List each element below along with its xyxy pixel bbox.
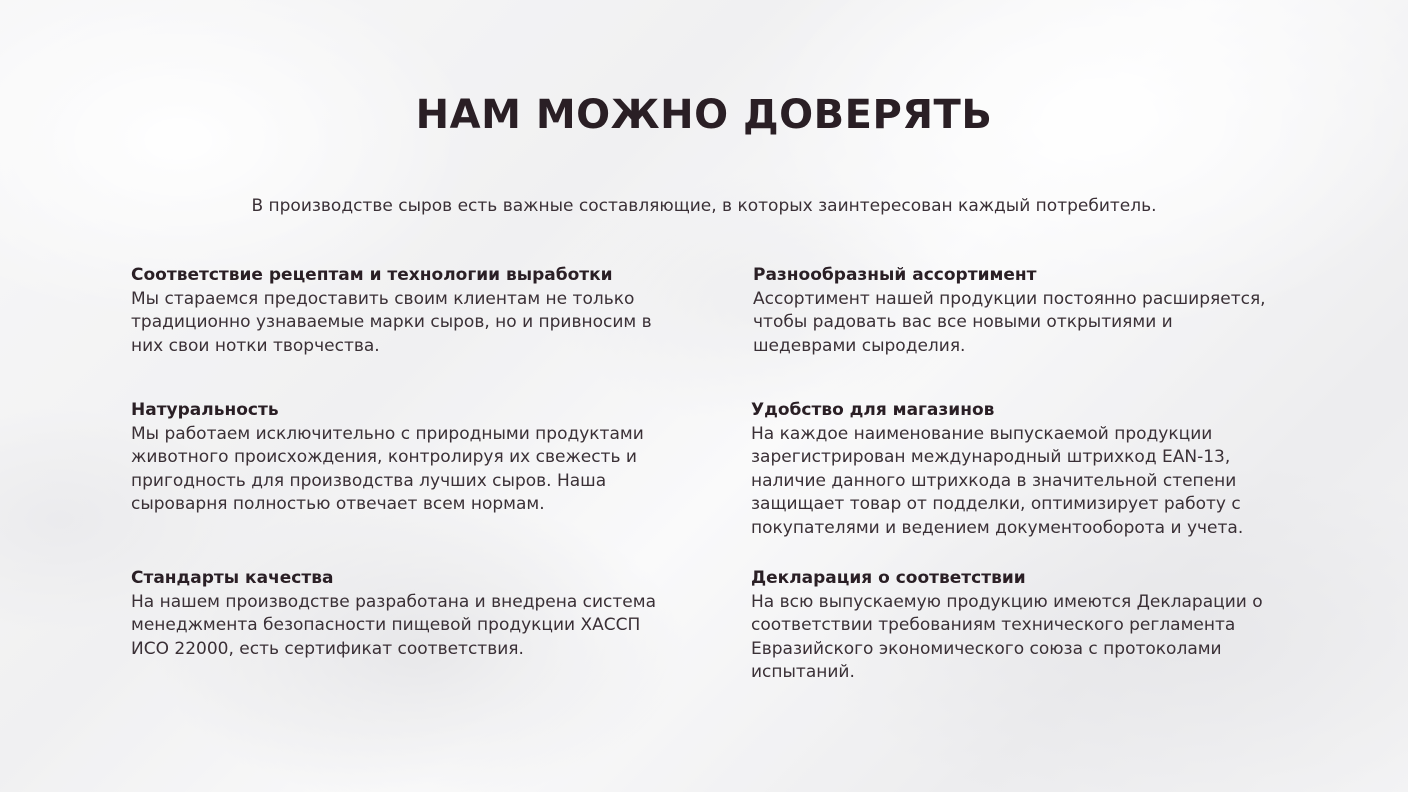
feature-declaration — [751, 567, 1296, 685]
feature-heading: Удобство для магазинов — [751, 400, 995, 420]
feature-quality-standards — [131, 567, 676, 661]
feature-assortment — [753, 264, 1273, 358]
feature-text: На нашем производстве разработана и внедрена система менеджмента безопасности пищевой продукции ХАССП ИСО 22000, есть сертификат соответствия. — [131, 591, 657, 659]
feature-text: На всю выпускаемую продукцию имеются Декларации о соответствии требованиям технического регламента Евразийского экономического союза с протоколами испытаний. — [751, 591, 1263, 682]
feature-naturalness — [131, 399, 676, 517]
page-subtitle: В производстве сыров есть важные составляющие, в которых заинтересован каждый потребитель. — [251, 196, 1157, 216]
feature-recipe-compliance — [131, 264, 671, 358]
feature-heading: Разнообразный ассортимент — [753, 265, 1037, 285]
feature-store-convenience — [751, 399, 1296, 540]
feature-heading: Соответствие рецептам и технологии выработки — [131, 265, 613, 285]
feature-text: На каждое наименование выпускаемой продукции зарегистрирован международный штрихкод EAN-13, наличие данного штрихкода в значительной степени защищает товар от подделки, оптимизирует работу с покупателями и ведением документооборота и учета. — [751, 423, 1244, 538]
feature-text: Мы работаем исключительно с природными продуктами животного происхождения, контролируя их свежесть и пригодность для производства лучших сыров. Наша сыроварня полностью отвечает всем нормам. — [131, 423, 644, 514]
feature-heading: Стандарты качества — [131, 568, 334, 588]
feature-heading: Натуральность — [131, 400, 279, 420]
feature-text: Ассортимент нашей продукции постоянно расширяется, чтобы радовать вас все новыми открытиями и шедеврами сыроделия. — [753, 288, 1266, 356]
feature-heading: Декларация о соответствии — [751, 568, 1026, 588]
feature-text: Мы стараемся предоставить своим клиентам не только традиционно узнаваемые марки сыров, но и привносим в них свои нотки творчества. — [131, 288, 652, 356]
page-title: НАМ МОЖНО ДОВЕРЯТЬ — [415, 92, 993, 138]
